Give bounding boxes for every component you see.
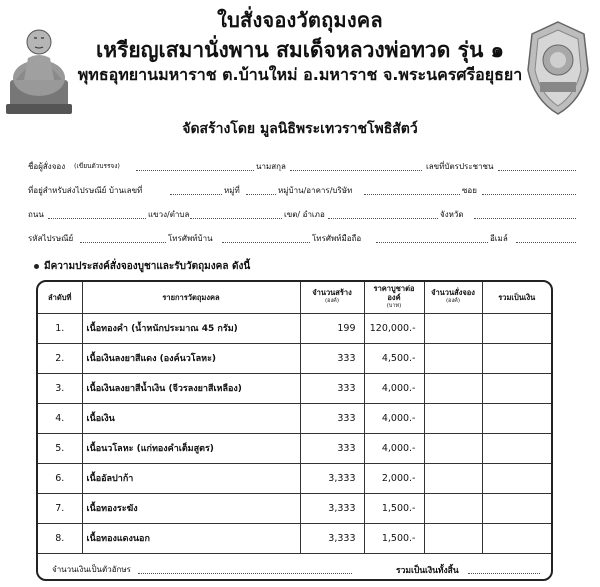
row-item: เนื้อนวโลหะ (แก่ทองคำเต็มสูตร) (82, 433, 300, 463)
row-item: เนื้อทองคำ (น้ำหนักประมาณ 45 กรัม) (82, 313, 300, 343)
table-footer (38, 554, 551, 581)
row-total-cell[interactable] (482, 493, 551, 523)
grand-total-label: รวมเป็นเงินทั้งสิ้น (396, 566, 459, 576)
email-label: อีเมล์ (490, 234, 508, 243)
soi-field[interactable] (482, 194, 576, 195)
surname-field[interactable] (290, 170, 422, 171)
row-item: เนื้อทองระฆัง (82, 493, 300, 523)
row-number: 1. (38, 313, 82, 343)
phone-field[interactable] (222, 242, 310, 243)
row-qty-built: 333 (300, 343, 364, 373)
mobile-label: โทรศัพท์มือถือ (312, 234, 362, 243)
table-row (38, 493, 551, 523)
amulet-title: เหรียญเสมานั่งพาน สมเด็จหลวงพ่อทวด รุ่น ๑ (96, 38, 504, 62)
row-qty-built: 333 (300, 403, 364, 433)
row-item: เนื้ออัลปาก้า (82, 463, 300, 493)
table-row (38, 463, 551, 493)
row-price: 4,000.- (364, 433, 424, 463)
subdistrict-label: แขวง/ตำบล (148, 210, 190, 219)
row-total-cell[interactable] (482, 403, 551, 433)
header-qty-order: จำนวนสั่งจอง (องค์) (424, 282, 482, 313)
table-row (38, 373, 551, 403)
header-no: ลำดับที่ (38, 282, 82, 313)
row-number: 4. (38, 403, 82, 433)
table-row (38, 313, 551, 343)
row-order-qty-cell[interactable] (424, 313, 482, 343)
order-table (36, 280, 553, 581)
id-label: เลขที่บัตรประชาชน (426, 162, 494, 171)
soi-label: ซอย (462, 186, 477, 195)
row-qty-built: 333 (300, 433, 364, 463)
province-label: จังหวัด (440, 210, 464, 219)
house-no-field[interactable] (170, 194, 222, 195)
name-label: ชื่อผู้สั่งจอง (28, 162, 66, 171)
words-label: จำนวนเงินเป็นตัวอักษร (52, 565, 131, 574)
row-price: 4,000.- (364, 403, 424, 433)
row-qty-built: 3,333 (300, 493, 364, 523)
form-row-road (28, 208, 576, 222)
form-title: ใบสั่งจองวัตถุมงคล (217, 8, 383, 32)
table-row (38, 523, 551, 553)
name-hint: (เขียนตัวบรรจง) (74, 162, 120, 170)
address-label: ที่อยู่สำหรับส่งไปรษณีย์ บ้านเลขที่ (28, 186, 143, 195)
row-order-qty-cell[interactable] (424, 523, 482, 553)
row-total-cell[interactable] (482, 523, 551, 553)
form-row-name (28, 160, 576, 174)
surname-label: นามสกุล (256, 162, 286, 171)
table-row (38, 403, 551, 433)
row-qty-built: 199 (300, 313, 364, 343)
row-total-cell[interactable] (482, 313, 551, 343)
moo-label: หมู่ที่ (224, 186, 240, 195)
header-price: ราคาบูชาต่อองค์ (บาท) (364, 282, 424, 313)
row-item: เนื้อทองแดงนอก (82, 523, 300, 553)
mobile-field[interactable] (376, 242, 488, 243)
phone-label: โทรศัพท์บ้าน (168, 234, 213, 243)
row-qty-built: 333 (300, 373, 364, 403)
road-field[interactable] (48, 218, 146, 219)
row-number: 3. (38, 373, 82, 403)
subdistrict-field[interactable] (190, 218, 282, 219)
row-number: 2. (38, 343, 82, 373)
id-field[interactable] (498, 170, 576, 171)
header-qty-built: จำนวนสร้าง (องค์) (300, 282, 364, 313)
row-item: เนื้อเงิน (82, 403, 300, 433)
header-item: รายการวัตถุมงคล (82, 282, 300, 313)
row-price: 4,500.- (364, 343, 424, 373)
form-row-contact (28, 232, 576, 246)
row-number: 6. (38, 463, 82, 493)
row-qty-built: 3,333 (300, 523, 364, 553)
row-order-qty-cell[interactable] (424, 433, 482, 463)
intent-line (34, 259, 250, 274)
table-row (38, 343, 551, 373)
row-order-qty-cell[interactable] (424, 493, 482, 523)
row-number: 5. (38, 433, 82, 463)
row-item: เนื้อเงินลงยาสีแดง (องค์นวโลหะ) (82, 343, 300, 373)
row-item: เนื้อเงินลงยาสีน้ำเงิน (จีวรลงยาสีเหลือง) (82, 373, 300, 403)
village-label: หมู่บ้าน/อาคาร/บริษัท (278, 186, 353, 195)
row-order-qty-cell[interactable] (424, 373, 482, 403)
row-number: 8. (38, 523, 82, 553)
row-price: 2,000.- (364, 463, 424, 493)
postcode-field[interactable] (80, 242, 166, 243)
intent-text: มีความประสงค์สั่งจองบูชาและรับวัตถุมงคล ดังนี้ (44, 261, 251, 272)
row-order-qty-cell[interactable] (424, 403, 482, 433)
grand-total-field[interactable] (468, 573, 540, 574)
bullet-icon (34, 264, 39, 269)
row-price: 1,500.- (364, 493, 424, 523)
district-label: เขต/ อำเภอ (284, 210, 325, 219)
row-total-cell[interactable] (482, 433, 551, 463)
row-order-qty-cell[interactable] (424, 463, 482, 493)
district-field[interactable] (328, 218, 438, 219)
village-field[interactable] (364, 194, 460, 195)
location-text: พุทธอุทยานมหาราช ต.บ้านใหม่ อ.มหาราช จ.พระนครศรีอยุธยา (77, 65, 523, 84)
row-price: 4,000.- (364, 373, 424, 403)
amount-words-field[interactable] (138, 573, 352, 574)
road-label: ถนน (28, 210, 44, 219)
postcode-label: รหัสไปรษณีย์ (28, 234, 74, 243)
email-field[interactable] (516, 242, 576, 243)
row-total-cell[interactable] (482, 463, 551, 493)
table-row (38, 433, 551, 463)
row-qty-built: 3,333 (300, 463, 364, 493)
row-number: 7. (38, 493, 82, 523)
header-total: รวมเป็นเงิน (482, 282, 551, 313)
row-total-cell[interactable] (482, 373, 551, 403)
row-price: 1,500.- (364, 523, 424, 553)
form-row-address (28, 184, 576, 198)
name-field[interactable] (136, 170, 254, 171)
row-order-qty-cell[interactable] (424, 343, 482, 373)
province-field[interactable] (474, 218, 576, 219)
row-total-cell[interactable] (482, 343, 551, 373)
table-header-row (38, 282, 551, 313)
moo-field[interactable] (246, 194, 276, 195)
row-price: 120,000.- (364, 313, 424, 343)
organizer-text: จัดสร้างโดย มูลนิธิพระเทวราชโพธิสัตว์ (182, 121, 418, 137)
